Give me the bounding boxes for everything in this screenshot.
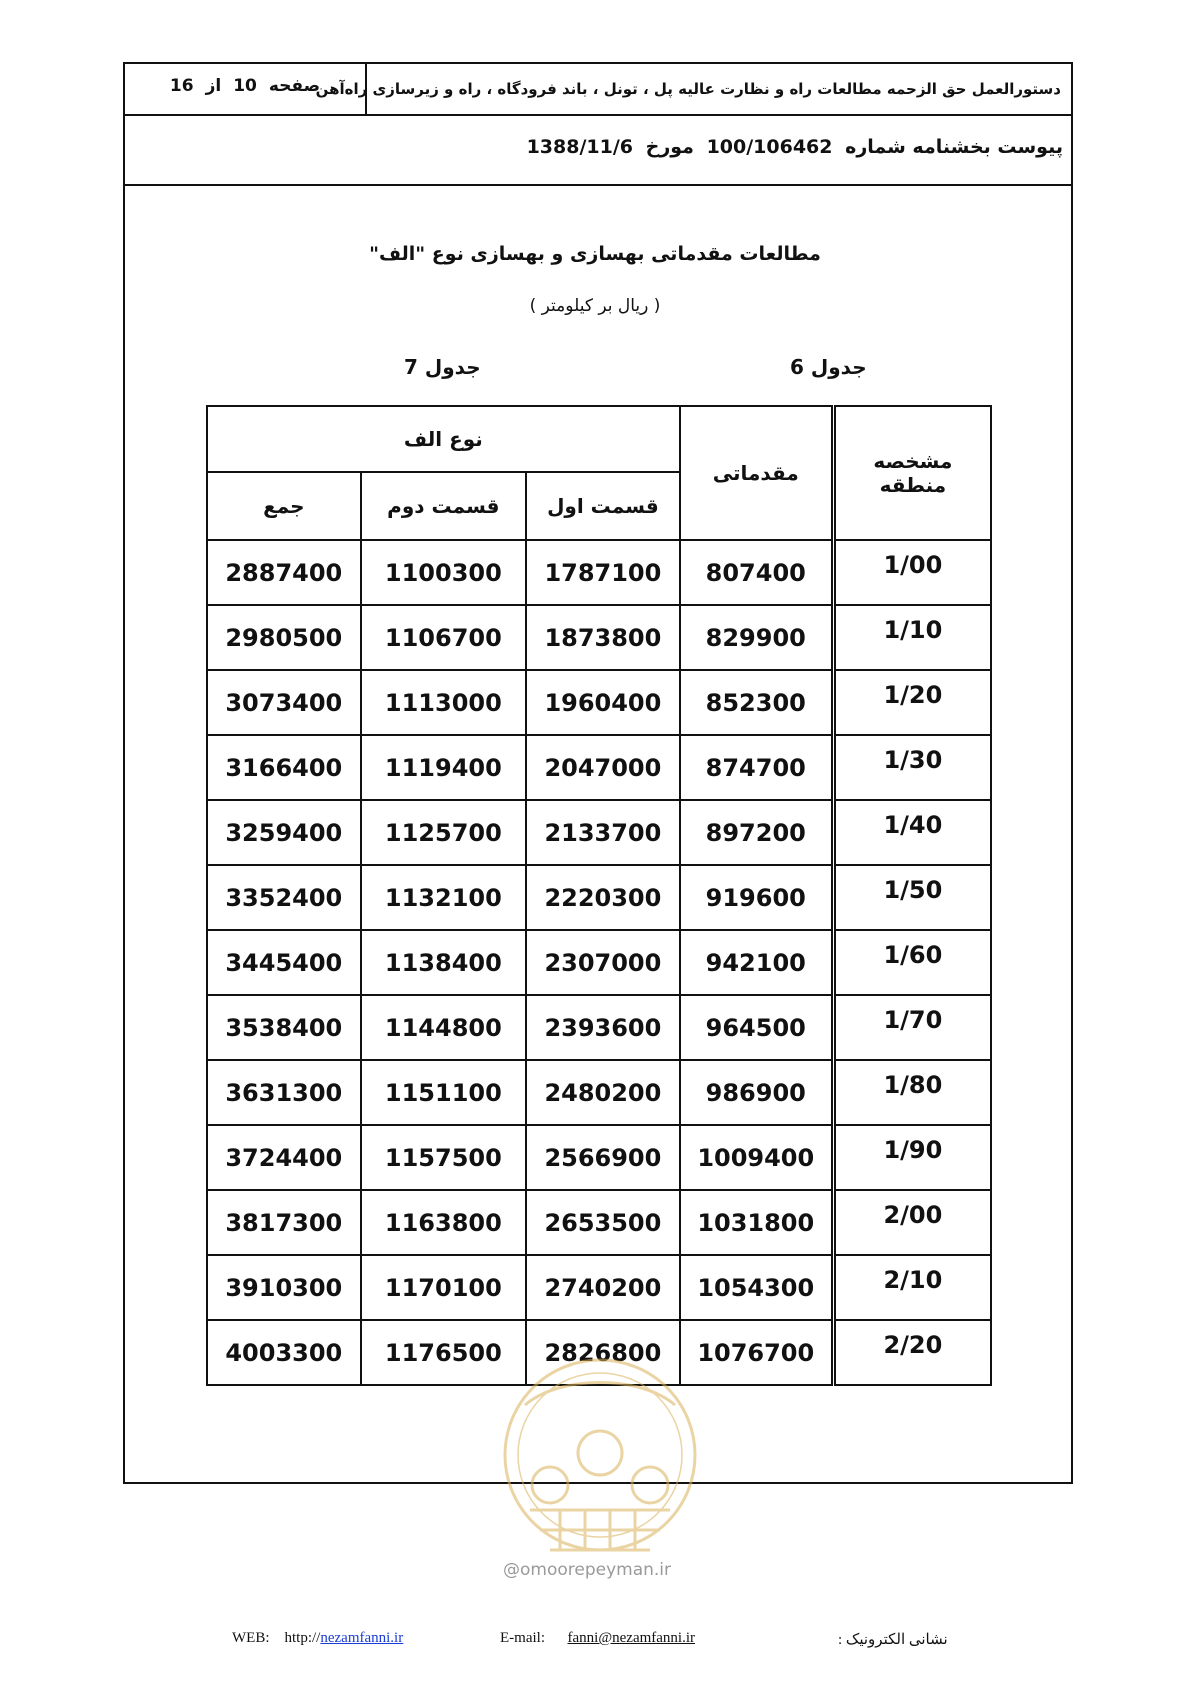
email-label: E-mail:	[500, 1630, 545, 1646]
preliminary-cell: 897200	[680, 800, 834, 865]
part-one-cell: 2393600	[526, 995, 680, 1060]
part-two-cell: 1100300	[361, 540, 526, 605]
preliminary-cell: 919600	[680, 865, 834, 930]
part-one-cell: 2220300	[526, 865, 680, 930]
page-total: 16	[169, 76, 194, 96]
table-7-label: جدول 7	[404, 355, 481, 379]
zone-cell: 2/10	[833, 1255, 991, 1320]
header-part-one: قسمت اول	[526, 472, 680, 540]
part-two-cell: 1151100	[361, 1060, 526, 1125]
table-row	[207, 540, 991, 605]
table-row	[207, 1125, 991, 1190]
part-one-cell: 1960400	[526, 670, 680, 735]
zone-cell: 2/20	[833, 1320, 991, 1385]
part-two-cell: 1163800	[361, 1190, 526, 1255]
table-body	[207, 540, 991, 1385]
zone-cell: 1/10	[833, 605, 991, 670]
part-two-cell: 1132100	[361, 865, 526, 930]
total-cell: 3073400	[207, 670, 361, 735]
part-two-cell: 1106700	[361, 605, 526, 670]
web-prefix: http://	[284, 1630, 321, 1646]
header-preliminary: مقدماتی	[680, 406, 834, 540]
preliminary-cell: 1054300	[680, 1255, 834, 1320]
table-row	[207, 995, 991, 1060]
zone-cell: 2/00	[833, 1190, 991, 1255]
document-title: مطالعات مقدماتی بهسازی و بهسازی نوع "الف"	[369, 243, 821, 265]
table-row	[207, 1190, 991, 1255]
part-two-cell: 1176500	[361, 1320, 526, 1385]
total-cell: 3259400	[207, 800, 361, 865]
header-part-two: قسمت دوم	[361, 472, 526, 540]
ref-date-word: مورخ	[645, 136, 694, 158]
preliminary-cell: 807400	[680, 540, 834, 605]
zone-cell: 1/30	[833, 735, 991, 800]
watermark-url: @omoorepeyman.ir	[503, 1560, 672, 1580]
total-cell: 3817300	[207, 1190, 361, 1255]
table-row	[207, 865, 991, 930]
part-two-cell: 1157500	[361, 1125, 526, 1190]
part-one-cell: 2307000	[526, 930, 680, 995]
table-row	[207, 1060, 991, 1125]
total-cell: 3538400	[207, 995, 361, 1060]
preliminary-cell: 986900	[680, 1060, 834, 1125]
zone-cell: 1/20	[833, 670, 991, 735]
part-two-cell: 1144800	[361, 995, 526, 1060]
of-word: از	[205, 76, 222, 96]
header-type-alef: نوع الف	[207, 406, 680, 472]
omoorepeyman-watermark-logo	[490, 1335, 710, 1595]
zone-cell: 1/90	[833, 1125, 991, 1190]
document-series-title: دستورالعمل حق الزحمه مطالعات راه و نظارت عالیه پل ، تونل ، باند فرودگاه ، راه و زیرسازی راه‌آهن	[315, 80, 1061, 98]
table-row	[207, 800, 991, 865]
preliminary-cell: 1031800	[680, 1190, 834, 1255]
email-link[interactable]: fanni@nezamfanni.ir	[567, 1630, 696, 1646]
total-cell: 3910300	[207, 1255, 361, 1320]
table-row	[207, 1255, 991, 1320]
footer-address-label: نشانی الکترونیک :	[838, 1632, 948, 1648]
header-row	[125, 64, 1071, 116]
total-cell: 3166400	[207, 735, 361, 800]
rates-table	[206, 405, 992, 1386]
preliminary-cell: 1076700	[680, 1320, 834, 1385]
total-cell: 3631300	[207, 1060, 361, 1125]
zone-cell: 1/00	[833, 540, 991, 605]
table-6-label: جدول 6	[790, 355, 867, 379]
part-two-cell: 1125700	[361, 800, 526, 865]
total-cell: 3352400	[207, 865, 361, 930]
part-one-cell: 2566900	[526, 1125, 680, 1190]
footer-web	[232, 1630, 403, 1647]
preliminary-cell: 942100	[680, 930, 834, 995]
part-one-cell: 2826800	[526, 1320, 680, 1385]
ref-date: 1388/11/6	[526, 136, 633, 158]
preliminary-cell: 829900	[680, 605, 834, 670]
part-two-cell: 1113000	[361, 670, 526, 735]
zone-cell: 1/60	[833, 930, 991, 995]
zone-cell: 1/70	[833, 995, 991, 1060]
unit-note: ( ریال بر کیلومتر )	[529, 296, 661, 316]
part-two-cell: 1138400	[361, 930, 526, 995]
footer-email	[500, 1630, 695, 1647]
part-one-cell: 2480200	[526, 1060, 680, 1125]
web-link[interactable]: nezamfanni.ir	[320, 1630, 404, 1646]
total-cell: 3724400	[207, 1125, 361, 1190]
reference-row	[125, 116, 1071, 186]
part-one-cell: 1787100	[526, 540, 680, 605]
ref-prefix: پیوست بخشنامه شماره	[845, 136, 1063, 158]
total-cell: 3445400	[207, 930, 361, 995]
zone-cell: 1/80	[833, 1060, 991, 1125]
part-two-cell: 1170100	[361, 1255, 526, 1320]
preliminary-cell: 852300	[680, 670, 834, 735]
header-total: جمع	[207, 472, 361, 540]
page-number: 10	[233, 76, 257, 96]
total-cell: 2980500	[207, 605, 361, 670]
zone-cell: 1/50	[833, 865, 991, 930]
preliminary-cell: 1009400	[680, 1125, 834, 1190]
part-one-cell: 2740200	[526, 1255, 680, 1320]
zone-cell: 1/40	[833, 800, 991, 865]
part-one-cell: 2047000	[526, 735, 680, 800]
page-word: صفحه	[268, 76, 321, 96]
total-cell: 4003300	[207, 1320, 361, 1385]
web-label: WEB:	[232, 1630, 270, 1646]
table-row	[207, 670, 991, 735]
preliminary-cell: 964500	[680, 995, 834, 1060]
total-cell: 2887400	[207, 540, 361, 605]
table-row	[207, 605, 991, 670]
part-one-cell: 2653500	[526, 1190, 680, 1255]
table-row	[207, 735, 991, 800]
ref-number: 100/106462	[706, 136, 833, 158]
part-two-cell: 1119400	[361, 735, 526, 800]
circular-reference	[521, 116, 1063, 182]
header-zone: مشخصه منطقه	[833, 406, 991, 540]
table-row	[207, 930, 991, 995]
part-one-cell: 1873800	[526, 605, 680, 670]
preliminary-cell: 874700	[680, 735, 834, 800]
part-one-cell: 2133700	[526, 800, 680, 865]
